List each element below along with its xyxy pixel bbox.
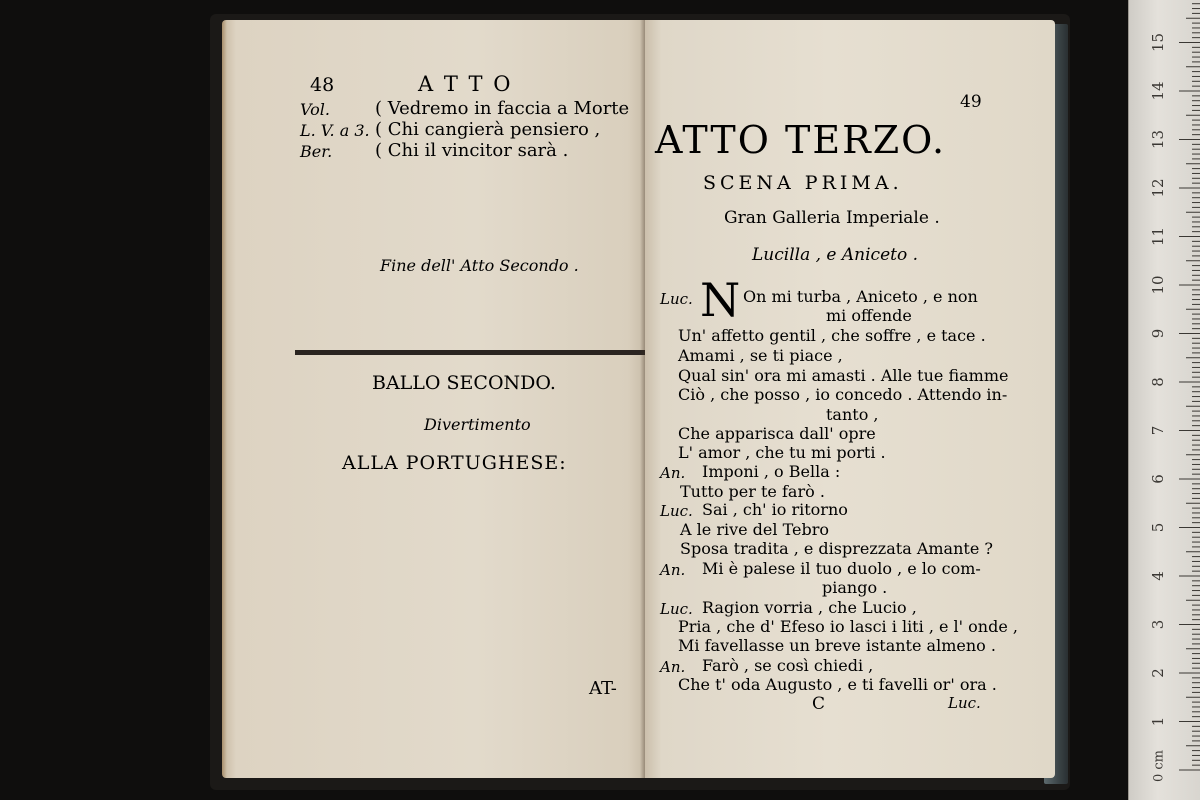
verse-line: Farò , se così chiedi , <box>702 656 874 675</box>
speaker-label: An. <box>660 464 686 482</box>
speaker-label: Vol. <box>300 100 330 119</box>
end-of-act-note: Fine dell' Atto Secondo . <box>380 256 579 275</box>
right-page-number: 49 <box>960 92 982 112</box>
verse-line: piango . <box>822 578 888 597</box>
ruler-scale <box>1129 0 1200 800</box>
ballo-name: ALLA PORTUGHESE: <box>342 452 567 474</box>
verse-line: Che t' oda Augusto , e ti favelli or' ora . <box>678 675 997 694</box>
ruler-number: 12 <box>1149 178 1167 198</box>
ruler-number: 8 <box>1149 377 1167 387</box>
left-page-number: 48 <box>310 74 335 96</box>
right-catchword: Luc. <box>948 694 981 712</box>
verse-line: ( Chi cangierà pensiero , <box>375 119 601 140</box>
drop-cap: N <box>700 273 741 327</box>
verse-line: L' amor , che tu mi porti . <box>678 443 886 462</box>
verse-line: Un' affetto gentil , che soffre , e tace . <box>678 326 986 345</box>
ruler-number: 6 <box>1149 474 1167 484</box>
speaker-label: Luc. <box>660 600 693 618</box>
ruler-number: 5 <box>1149 522 1167 533</box>
verse-line: ( Vedremo in faccia a Morte <box>375 98 630 119</box>
ruler-number: 15 <box>1149 32 1167 53</box>
verse-line: A le rive del Tebro <box>680 520 830 539</box>
ruler-number: 14 <box>1149 81 1167 101</box>
speaker-label: Luc. <box>660 290 693 308</box>
verse-line: Sai , ch' io ritorno <box>702 500 848 519</box>
scene-setting: Gran Galleria Imperiale . <box>724 208 940 228</box>
verse-line: On mi turba , Aniceto , e non <box>743 287 978 306</box>
scene-heading: SCENA PRIMA. <box>703 172 903 194</box>
scene-characters: Lucilla , e Aniceto . <box>752 245 918 265</box>
ballo-title: BALLO SECONDO. <box>372 372 556 394</box>
verse-line: Tutto per te farò . <box>680 482 825 501</box>
verse-line: Imponi , o Bella : <box>702 462 841 481</box>
ruler-number: 11 <box>1149 226 1167 247</box>
verse-line: Mi è palese il tuo duolo , e lo com- <box>702 559 981 578</box>
ruler-number: 7 <box>1149 425 1167 436</box>
verse-line: Amami , se ti piace , <box>678 346 843 365</box>
speaker-label: Luc. <box>660 502 693 520</box>
speaker-label: An. <box>660 561 686 579</box>
speaker-label: Ber. <box>300 142 333 161</box>
verse-line: tanto , <box>826 405 879 424</box>
ruler-number: 10 <box>1149 275 1167 295</box>
act-title: ATTO TERZO. <box>655 118 947 162</box>
signature-mark: C <box>812 694 826 714</box>
ruler-number: 13 <box>1149 129 1167 150</box>
measurement-ruler <box>1128 0 1200 800</box>
verse-line: Ciò , che posso , io concedo . Attendo in- <box>678 385 1008 404</box>
ruler-number: 3 <box>1149 619 1167 630</box>
left-catchword: AT- <box>589 678 617 699</box>
ruler-number: 2 <box>1149 668 1167 678</box>
verse-line: Mi favellasse un breve istante almeno . <box>678 636 996 655</box>
verse-line: Ragion vorria , che Lucio , <box>702 598 917 617</box>
ruler-number: 4 <box>1149 571 1167 581</box>
verse-line: Pria , che d' Efeso io lasci i liti , e l' onde , <box>678 617 1018 636</box>
speaker-label: An. <box>660 658 686 676</box>
ruler-number: 1 <box>1149 716 1167 727</box>
verse-line: Che apparisca dall' opre <box>678 424 876 443</box>
verse-line: Sposa tradita , e disprezzata Amante ? <box>680 539 993 558</box>
section-rule <box>295 350 645 355</box>
ballo-subtitle: Divertimento <box>424 415 531 434</box>
ruler-number: 9 <box>1149 328 1167 339</box>
verse-line: Qual sin' ora mi amasti . Alle tue fiamme <box>678 366 1009 385</box>
verse-line: ( Chi il vincitor sarà . <box>375 140 569 161</box>
left-page-header: A T T O <box>418 72 513 96</box>
verse-line: mi offende <box>826 306 912 325</box>
ruler-unit-label: 0 cm <box>1151 749 1167 783</box>
speaker-label: L. V. a 3. <box>300 121 370 140</box>
